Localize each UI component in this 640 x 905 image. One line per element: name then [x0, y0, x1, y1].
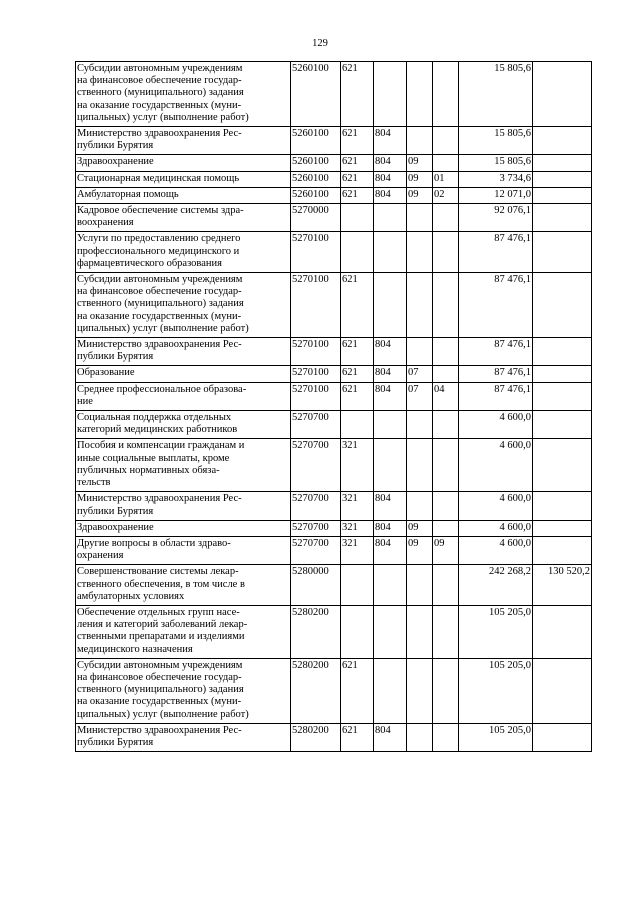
- table-row: [76, 658, 592, 723]
- table-row: [76, 366, 592, 382]
- row-name-cell: Министерство здравоохранения Рес- публики Бурятия: [76, 492, 291, 520]
- subsection-cell: [433, 232, 459, 273]
- amount-extra-cell: [533, 273, 592, 338]
- amount-cell: 87 476,1: [459, 232, 533, 273]
- budget-table-body: [76, 62, 592, 752]
- table-row: [76, 382, 592, 410]
- expense-type-cell: 621: [341, 155, 374, 171]
- section-cell: [407, 62, 433, 127]
- ministry-code-cell: [374, 565, 407, 606]
- table-row: [76, 204, 592, 232]
- amount-extra-cell: [533, 187, 592, 203]
- ministry-code-cell: 804: [374, 127, 407, 155]
- amount-extra-cell: [533, 232, 592, 273]
- subsection-cell: 02: [433, 187, 459, 203]
- table-row: [76, 62, 592, 127]
- section-cell: [407, 492, 433, 520]
- target-code-cell: 5280000: [291, 565, 341, 606]
- row-name-cell: Здравоохранение: [76, 155, 291, 171]
- expense-type-cell: [341, 232, 374, 273]
- amount-cell: 4 600,0: [459, 411, 533, 439]
- ministry-code-cell: [374, 605, 407, 658]
- table-row: [76, 492, 592, 520]
- target-code-cell: 5260100: [291, 62, 341, 127]
- expense-type-cell: 321: [341, 492, 374, 520]
- subsection-cell: 09: [433, 536, 459, 564]
- row-name-cell: Стационарная медицинская помощь: [76, 171, 291, 187]
- target-code-cell: 5270000: [291, 204, 341, 232]
- section-cell: 09: [407, 520, 433, 536]
- ministry-code-cell: [374, 273, 407, 338]
- expense-type-cell: [341, 565, 374, 606]
- amount-cell: 87 476,1: [459, 366, 533, 382]
- section-cell: [407, 127, 433, 155]
- row-name-cell: Среднее профессиональное образова- ние: [76, 382, 291, 410]
- row-name-cell: Образование: [76, 366, 291, 382]
- table-row: [76, 171, 592, 187]
- row-name-cell: Совершенствование системы лекар- ственного обеспечения, в том числе в амбулаторных условиях: [76, 565, 291, 606]
- ministry-code-cell: [374, 204, 407, 232]
- subsection-cell: [433, 204, 459, 232]
- amount-cell: 3 734,6: [459, 171, 533, 187]
- amount-extra-cell: 130 520,2: [533, 565, 592, 606]
- subsection-cell: [433, 273, 459, 338]
- amount-cell: 12 071,0: [459, 187, 533, 203]
- ministry-code-cell: [374, 411, 407, 439]
- subsection-cell: [433, 492, 459, 520]
- expense-type-cell: 621: [341, 127, 374, 155]
- row-name-cell: Другие вопросы в области здраво- охранения: [76, 536, 291, 564]
- ministry-code-cell: 804: [374, 338, 407, 366]
- target-code-cell: 5270100: [291, 366, 341, 382]
- amount-extra-cell: [533, 658, 592, 723]
- subsection-cell: [433, 723, 459, 751]
- section-cell: [407, 658, 433, 723]
- target-code-cell: 5270700: [291, 492, 341, 520]
- expense-type-cell: [341, 411, 374, 439]
- table-row: [76, 439, 592, 492]
- amount-cell: 4 600,0: [459, 520, 533, 536]
- subsection-cell: [433, 565, 459, 606]
- amount-extra-cell: [533, 723, 592, 751]
- amount-cell: 15 805,6: [459, 62, 533, 127]
- expense-type-cell: 621: [341, 171, 374, 187]
- table-row: [76, 565, 592, 606]
- section-cell: [407, 439, 433, 492]
- section-cell: 09: [407, 171, 433, 187]
- amount-cell: 87 476,1: [459, 382, 533, 410]
- subsection-cell: [433, 658, 459, 723]
- table-row: [76, 232, 592, 273]
- expense-type-cell: 621: [341, 62, 374, 127]
- subsection-cell: [433, 155, 459, 171]
- section-cell: [407, 204, 433, 232]
- ministry-code-cell: 804: [374, 155, 407, 171]
- table-row: [76, 411, 592, 439]
- section-cell: [407, 411, 433, 439]
- page-number: 129: [312, 38, 328, 49]
- amount-cell: 105 205,0: [459, 605, 533, 658]
- row-name-cell: Министерство здравоохранения Рес- публики Бурятия: [76, 723, 291, 751]
- ministry-code-cell: 804: [374, 366, 407, 382]
- amount-cell: 92 076,1: [459, 204, 533, 232]
- expense-type-cell: 621: [341, 382, 374, 410]
- subsection-cell: [433, 411, 459, 439]
- amount-extra-cell: [533, 204, 592, 232]
- target-code-cell: 5270700: [291, 411, 341, 439]
- target-code-cell: 5260100: [291, 171, 341, 187]
- subsection-cell: 01: [433, 171, 459, 187]
- row-name-cell: Кадровое обеспечение системы здра- воохранения: [76, 204, 291, 232]
- target-code-cell: 5260100: [291, 155, 341, 171]
- section-cell: [407, 232, 433, 273]
- section-cell: [407, 565, 433, 606]
- section-cell: [407, 605, 433, 658]
- section-cell: 09: [407, 187, 433, 203]
- expense-type-cell: 321: [341, 520, 374, 536]
- budget-table: [75, 61, 592, 752]
- ministry-code-cell: 804: [374, 520, 407, 536]
- amount-cell: 87 476,1: [459, 338, 533, 366]
- amount-cell: 4 600,0: [459, 536, 533, 564]
- target-code-cell: 5280200: [291, 723, 341, 751]
- amount-extra-cell: [533, 520, 592, 536]
- section-cell: 09: [407, 536, 433, 564]
- ministry-code-cell: [374, 658, 407, 723]
- table-row: [76, 536, 592, 564]
- amount-cell: 87 476,1: [459, 273, 533, 338]
- amount-extra-cell: [533, 605, 592, 658]
- amount-extra-cell: [533, 338, 592, 366]
- subsection-cell: [433, 366, 459, 382]
- amount-extra-cell: [533, 536, 592, 564]
- ministry-code-cell: 804: [374, 723, 407, 751]
- amount-extra-cell: [533, 411, 592, 439]
- target-code-cell: 5260100: [291, 187, 341, 203]
- target-code-cell: 5280200: [291, 605, 341, 658]
- section-cell: 09: [407, 155, 433, 171]
- table-row: [76, 127, 592, 155]
- amount-cell: 4 600,0: [459, 492, 533, 520]
- row-name-cell: Здравоохранение: [76, 520, 291, 536]
- amount-extra-cell: [533, 155, 592, 171]
- ministry-code-cell: 804: [374, 171, 407, 187]
- table-row: [76, 155, 592, 171]
- expense-type-cell: 621: [341, 338, 374, 366]
- amount-cell: 4 600,0: [459, 439, 533, 492]
- amount-extra-cell: [533, 127, 592, 155]
- expense-type-cell: 321: [341, 439, 374, 492]
- amount-extra-cell: [533, 492, 592, 520]
- row-name-cell: Субсидии автономным учреждениям на финансовое обеспечение государ- ственного (муниципального) задания на оказание государственных (муни- ципальных) услуг (выполнение работ): [76, 273, 291, 338]
- row-name-cell: Субсидии автономным учреждениям на финансовое обеспечение государ- ственного (муниципального) задания на оказание государственных (муни- ципальных) услуг (выполнение работ): [76, 658, 291, 723]
- amount-cell: 15 805,6: [459, 127, 533, 155]
- expense-type-cell: [341, 605, 374, 658]
- subsection-cell: 04: [433, 382, 459, 410]
- amount-extra-cell: [533, 439, 592, 492]
- ministry-code-cell: [374, 62, 407, 127]
- table-row: [76, 723, 592, 751]
- table-row: [76, 338, 592, 366]
- section-cell: [407, 723, 433, 751]
- subsection-cell: [433, 62, 459, 127]
- section-cell: [407, 273, 433, 338]
- row-name-cell: Министерство здравоохранения Рес- публики Бурятия: [76, 338, 291, 366]
- section-cell: [407, 338, 433, 366]
- target-code-cell: 5270100: [291, 273, 341, 338]
- ministry-code-cell: [374, 232, 407, 273]
- section-cell: 07: [407, 366, 433, 382]
- expense-type-cell: 621: [341, 187, 374, 203]
- amount-cell: 242 268,2: [459, 565, 533, 606]
- row-name-cell: Амбулаторная помощь: [76, 187, 291, 203]
- row-name-cell: Пособия и компенсации гражданам и иные социальные выплаты, кроме публичных нормативных обяза- тельств: [76, 439, 291, 492]
- subsection-cell: [433, 338, 459, 366]
- expense-type-cell: 621: [341, 366, 374, 382]
- table-row: [76, 273, 592, 338]
- row-name-cell: Социальная поддержка отдельных категорий медицинских работников: [76, 411, 291, 439]
- ministry-code-cell: 804: [374, 492, 407, 520]
- amount-cell: 15 805,6: [459, 155, 533, 171]
- amount-extra-cell: [533, 366, 592, 382]
- subsection-cell: [433, 127, 459, 155]
- subsection-cell: [433, 605, 459, 658]
- ministry-code-cell: 804: [374, 536, 407, 564]
- expense-type-cell: 621: [341, 658, 374, 723]
- expense-type-cell: 621: [341, 273, 374, 338]
- ministry-code-cell: [374, 439, 407, 492]
- table-row: [76, 520, 592, 536]
- target-code-cell: 5270700: [291, 536, 341, 564]
- row-name-cell: Министерство здравоохранения Рес- публики Бурятия: [76, 127, 291, 155]
- row-name-cell: Субсидии автономным учреждениям на финансовое обеспечение государ- ственного (муниципального) задания на оказание государственных (муни- ципальных) услуг (выполнение работ): [76, 62, 291, 127]
- table-row: [76, 187, 592, 203]
- target-code-cell: 5270700: [291, 439, 341, 492]
- target-code-cell: 5270100: [291, 382, 341, 410]
- target-code-cell: 5280200: [291, 658, 341, 723]
- ministry-code-cell: 804: [374, 382, 407, 410]
- section-cell: 07: [407, 382, 433, 410]
- amount-extra-cell: [533, 171, 592, 187]
- row-name-cell: Услуги по предоставлению среднего профессионального медицинского и фармацевтического образования: [76, 232, 291, 273]
- row-name-cell: Обеспечение отдельных групп насе- ления и категорий заболеваний лекар- ственными препаратами и изделиями медицинского назначения: [76, 605, 291, 658]
- ministry-code-cell: 804: [374, 187, 407, 203]
- expense-type-cell: 321: [341, 536, 374, 564]
- amount-extra-cell: [533, 62, 592, 127]
- target-code-cell: 5270100: [291, 338, 341, 366]
- subsection-cell: [433, 439, 459, 492]
- table-row: [76, 605, 592, 658]
- amount-extra-cell: [533, 382, 592, 410]
- expense-type-cell: [341, 204, 374, 232]
- target-code-cell: 5270100: [291, 232, 341, 273]
- expense-type-cell: 621: [341, 723, 374, 751]
- amount-cell: 105 205,0: [459, 658, 533, 723]
- subsection-cell: [433, 520, 459, 536]
- target-code-cell: 5270700: [291, 520, 341, 536]
- target-code-cell: 5260100: [291, 127, 341, 155]
- amount-cell: 105 205,0: [459, 723, 533, 751]
